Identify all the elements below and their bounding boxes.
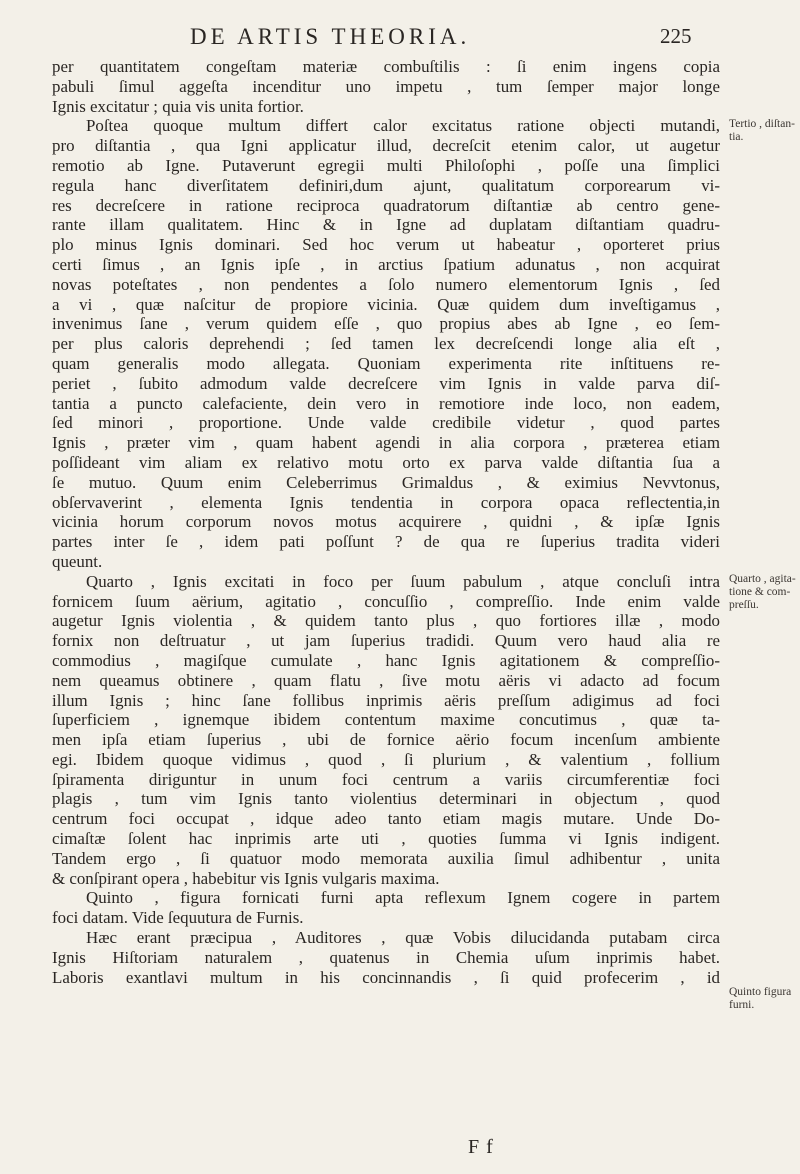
text-line: partes inter ſe , idem pati poſſunt ? de qua re ſuperius tradita videri [52, 532, 720, 552]
text-line: augetur Ignis violentia , & quidem tanto plus , quo fortiores illæ , modo [52, 611, 720, 631]
marginal-note-line: Quinto figura [729, 986, 792, 998]
page-header [0, 24, 800, 58]
marginal-note-line: preſſu. [729, 599, 759, 611]
text-line: per plus caloris deprehendi ; ſed tamen lex decreſcendi longe alia eſt , [52, 334, 720, 354]
text-line: centrum foci occupat , idque adeo tanto etiam magis mutare. Unde Do- [52, 809, 720, 829]
marginal-note-quinto [729, 986, 799, 1012]
text-line: commodius , magiſque cumulate , hanc Ignis agitationem & compreſſio- [52, 650, 720, 670]
text-line: Ignis Hiſtoriam naturalem , quatenus in Chemia uſum inprimis habet. [52, 947, 720, 967]
text-line: illum Ignis ; hinc ſane follibus inprimis aëris preſſum adigimus ad foci [52, 690, 720, 710]
text-line: invenimus ſane , verum quidem eſſe , quo propius abes ab Igne , eo ſem- [52, 314, 720, 334]
marginal-note-line: Tertio , diſtan- [729, 118, 795, 130]
text-line: plagis , tum vim Ignis tanto violentius determinari in objectum , quod [52, 789, 720, 809]
text-line: fornicem ſuum aërium, agitatio , concuſſio , compreſſio. Inde enim valde [52, 591, 720, 611]
marginal-note-line: tione & com- [729, 586, 791, 598]
marginal-note-line: tia. [729, 131, 744, 143]
running-title: DE ARTIS THEORIA. [190, 24, 471, 49]
text-line: vicinia horum corporum novos motus acquirere , quidni , & ipſæ Ignis [52, 512, 720, 532]
text-line: egi. Ibidem quoque vidimus , quod , ſi plurium , & valentium , follium [52, 749, 720, 769]
text-line: Tandem ergo , ſi quatuor modo memorata auxilia ſimul adhibentur , unita [52, 848, 720, 868]
text-line: poſſideant vim aliam ex relativo motu orto ex parva valde diſtantia ſua a [52, 452, 720, 472]
page-number: 225 [660, 24, 692, 48]
text-line: ſe mutuo. Quum enim Celeberrimus Grimaldus , & eximius Nevvtonus, [52, 472, 720, 492]
text-line: remotio ab Igne. Putaverunt egregii multi Philoſophi , poſſe una ſimplici [52, 155, 720, 175]
text-line: pro diſtantia , qua Igni applicatur illud, decreſcit etenim calor, ut augetur [52, 136, 720, 156]
text-line: quam generalis modo allegata. Quoniam experimenta rite inſtituens re- [52, 353, 720, 373]
text-line: Laboris exantlavi multum in his concinnandis , ſi quid profecerim , id [52, 967, 720, 987]
text-line: pabuli ſimul aggeſta incenditur uno impetu , tum ſemper major longe [52, 76, 720, 96]
text-line: per quantitatem congeſtam materiæ combuſtilis : ſi enim ingens copia [52, 57, 720, 76]
text-line: periet , ſubito admodum valde decreſcere vim Ignis in valde parva diſ- [52, 373, 720, 393]
text-line: Poſtea quoque multum differt calor excitatus ratione objecti mutandi, [86, 116, 720, 136]
text-line: Quarto , Ignis excitati in foco per ſuum pabulum , atque concluſi intra [86, 571, 720, 591]
text-line: rante illam qualitatem. Hinc & in Igne ad duplatam diſtantiam quadru- [52, 215, 720, 235]
signature-mark: F f [468, 1136, 494, 1158]
text-line: Ignis excitatur ; quia vis unita fortior. [52, 96, 304, 116]
text-line: ſpiramenta diriguntur in unum foci centrum a variis circumferentiæ foci [52, 769, 720, 789]
text-line: res decreſcere in ratione reciproca quadratorum diſtantiæ ab centro gene- [52, 195, 720, 215]
text-line: novas poteſtates , non pendentes a ſolo numero elementorum Ignis , ſed [52, 274, 720, 294]
text-line: queunt. [52, 551, 103, 571]
text-line: Hæc erant præcipua , Auditores , quæ Vobis dilucidanda putabam circa [86, 928, 720, 948]
text-line: & conſpirant opera , habebitur vis Ignis vulgaris maxima. [52, 868, 440, 888]
text-line: cimaſtæ ſolent hac inprimis arte uti , quoties ſumma vi Ignis indigent. [52, 829, 720, 849]
text-line: Quinto , figura fornicati furni apta reflexum Ignem cogere in partem [86, 888, 720, 908]
marginal-note-quarto [729, 573, 799, 612]
marginal-note-line: furni. [729, 999, 755, 1011]
text-line: a vi , quæ naſcitur de propiore vicinia. Quæ quidem dum inveſtigamus , [52, 294, 720, 314]
text-line: tantia a puncto calefaciente, dein vero in remotiore inde loco, non eadem, [52, 393, 720, 413]
marginal-note-tertio [729, 118, 799, 144]
text-line: ſed minori , proportione. Unde valde credibile videtur , quod partes [52, 413, 720, 433]
text-line: plo minus Ignis dominari. Sed hoc verum ut habeatur , oporteret prius [52, 235, 720, 255]
text-line: Ignis , præter vim , quam habent agendi in alia corpora , præterea etiam [52, 433, 720, 453]
text-line: fornix non deſtruatur , ut jam ſuperius tradidi. Quum vero haud alia re [52, 631, 720, 651]
marginal-note-line: Quarto , agita- [729, 573, 796, 585]
text-line: certi ſimus , an Ignis ipſe , in arctius ſpatium adunatus , non acquirat [52, 254, 720, 274]
text-line: nem queamus obtinere , quam flatu , ſive motu aëris vi adacto ad focum [52, 670, 720, 690]
text-line: regula hanc diverſitatem definiri,dum ajunt, qualitatum corporearum vi- [52, 175, 720, 195]
text-line: foci datam. Vide ſequutura de Furnis. [52, 908, 304, 928]
body-text [52, 57, 720, 987]
text-line: men ipſa etiam ſuperius , ubi de fornice aërio focum incenſum ambiente [52, 730, 720, 750]
text-line: obſervaverint , elementa Ignis tendentia in corpora opaca reflectentia,in [52, 492, 720, 512]
text-line: ſuperficiem , ignemque ibidem contentum maxime concutimus , quæ ta- [52, 710, 720, 730]
